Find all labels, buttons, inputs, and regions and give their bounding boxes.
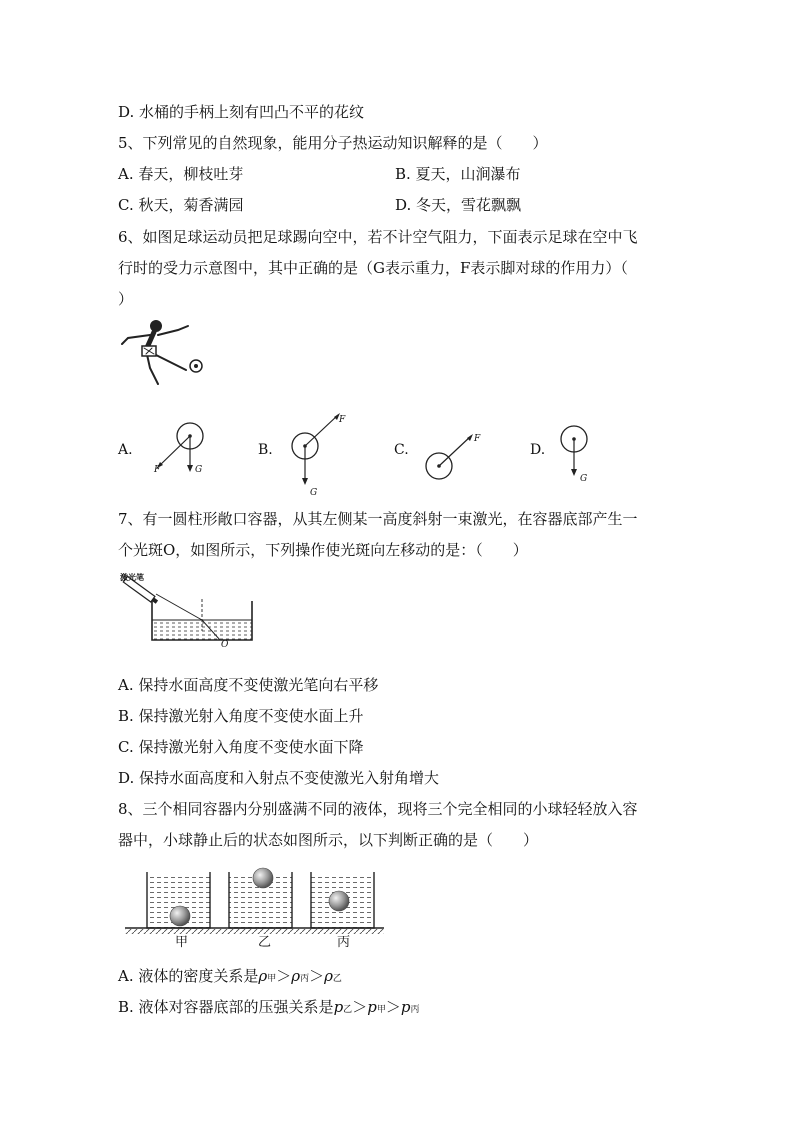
- q8-option-a-text: A. 液体的密度关系是: [118, 967, 259, 985]
- sub-bing: 丙: [300, 974, 310, 984]
- q6-a-label-f: F: [154, 465, 161, 475]
- q7-option-b: B. 保持激光射入角度不变使水面上升: [118, 707, 364, 725]
- gt-symbol: ＞: [352, 998, 368, 1016]
- q7-option-a: A. 保持水面高度不变使激光笔向右平移: [118, 676, 379, 694]
- p-symbol: p: [333, 998, 344, 1016]
- laser-pen-label: 激光笔: [120, 572, 144, 582]
- q6-c-label-f: F: [474, 434, 481, 444]
- container-label-jia: 甲: [175, 935, 189, 950]
- q6-option-a-label: A.: [118, 442, 133, 458]
- sub-jia: 甲: [267, 974, 277, 984]
- q4-option-d: D. 水桶的手柄上刻有凹凸不平的花纹: [118, 103, 365, 121]
- q5-option-a: A. 春天，柳枝吐芽: [118, 165, 244, 183]
- gt-symbol: ＞: [385, 998, 401, 1016]
- q5-option-c: C. 秋天，菊香满园: [118, 196, 244, 214]
- q6-stem-line1: 6、如图足球运动员把足球踢向空中，若不计空气阻力，下面表示足球在空中飞: [118, 228, 638, 246]
- q6-a-label-g: G: [195, 465, 203, 475]
- q8-stem-line2: 器中，小球静止后的状态如图所示，以下判断正确的是（ ）: [118, 831, 539, 849]
- rho-symbol: ρ: [324, 967, 333, 985]
- q6-stem-line3: ）: [118, 290, 134, 308]
- q6-option-d-label: D.: [530, 442, 546, 458]
- q6-option-c-label: C.: [394, 442, 409, 458]
- q8-stem-line1: 8、三个相同容器内分别盛满不同的液体，现将三个完全相同的小球轻轻放入容: [118, 800, 638, 818]
- q8-option-b: [118, 997, 419, 1020]
- q7-option-c: C. 保持激光射入角度不变使水面下降: [118, 738, 364, 756]
- sub-yi: 乙: [343, 1005, 353, 1015]
- ball-bing: [329, 891, 349, 911]
- q6-b-label-f: F: [339, 415, 346, 425]
- container-label-bing: 丙: [337, 935, 351, 950]
- q8-option-a: [118, 966, 342, 989]
- p-symbol: p: [400, 998, 411, 1016]
- q7-option-d: D. 保持水面高度和入射点不变使激光入射角增大: [118, 769, 440, 787]
- q5-stem: 5、下列常见的自然现象，能用分子热运动知识解释的是（ ）: [118, 134, 548, 152]
- q7-stem-line1: 7、有一圆柱形敞口容器，从其左侧某一高度斜射一束激光，在容器底部产生一: [118, 510, 638, 528]
- q6-diagram-d: [558, 422, 598, 484]
- sub-yi: 乙: [332, 974, 342, 984]
- q5-option-d: D. 冬天，雪花飘飘: [395, 196, 522, 214]
- rho-symbol: ρ: [258, 967, 268, 985]
- sub-jia: 甲: [376, 1005, 386, 1015]
- rho-symbol: ρ: [291, 967, 301, 985]
- q6-b-label-g: G: [310, 488, 318, 498]
- soccer-player-figure: [118, 318, 210, 390]
- ball-yi: [253, 868, 273, 888]
- gt-symbol: ＞: [309, 967, 325, 985]
- q7-stem-line2: 个光斑O，如图所示，下列操作使光斑向左移动的是：（ ）: [118, 541, 528, 559]
- q6-d-label-g: G: [580, 474, 588, 484]
- light-spot-label: O: [221, 640, 229, 650]
- sub-bing: 丙: [410, 1005, 420, 1015]
- ball-jia: [170, 906, 190, 926]
- q5-option-b: B. 夏天，山涧瀑布: [395, 165, 521, 183]
- q8-option-b-text: B. 液体对容器底部的压强关系是: [118, 998, 334, 1016]
- p-symbol: p: [367, 998, 377, 1016]
- laser-container-figure: [118, 573, 258, 653]
- gt-symbol: ＞: [276, 967, 292, 985]
- q6-option-b-label: B.: [258, 442, 273, 458]
- container-label-yi: 乙: [258, 935, 272, 950]
- q6-stem-line2: 行时的受力示意图中，其中正确的是（G表示重力，F表示脚对球的作用力）（: [118, 259, 628, 277]
